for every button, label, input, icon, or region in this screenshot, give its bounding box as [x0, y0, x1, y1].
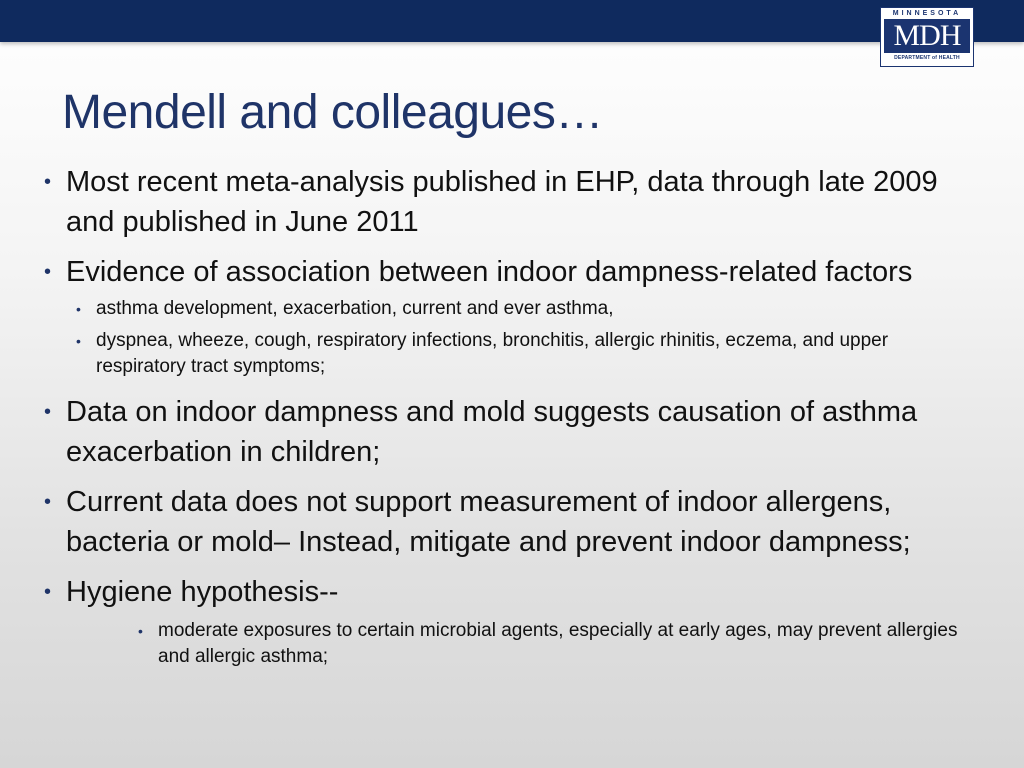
bullet-icon: •: [44, 491, 52, 513]
bullet-text: Most recent meta-analysis published in EHP, data through late 2009 and published in June 2011: [66, 166, 938, 238]
logo-department-text: DEPARTMENT of HEALTH: [894, 55, 960, 61]
sub-bullet-icon: •: [76, 301, 81, 317]
sub-bullet-icon: •: [138, 623, 143, 639]
bullet-icon: •: [44, 401, 52, 423]
logo-state-text: MINNESOTA: [892, 10, 962, 17]
bullet-item: [40, 162, 975, 242]
sub-bullet-item: [70, 296, 975, 322]
bullet-item: [40, 482, 975, 562]
slide-title: Mendell and colleagues…: [62, 86, 603, 139]
sub-bullet-text: asthma development, exacerbation, current and ever asthma,: [96, 298, 614, 319]
sub-bullet-list: [40, 618, 975, 670]
sub-bullet-item: [70, 328, 975, 380]
bullet-text: Hygiene hypothesis--: [66, 576, 339, 608]
logo-mark-text: MDH: [884, 19, 970, 53]
mdh-logo: [880, 7, 974, 67]
bullet-text: Evidence of association between indoor dampness-related factors: [66, 256, 913, 288]
header-band: [0, 0, 1024, 42]
sub-bullet-text: moderate exposures to certain microbial agents, especially at early ages, may prevent allergies and allergic asthma;: [158, 620, 958, 667]
bullet-item: [40, 252, 975, 292]
sub-bullet-text: dyspnea, wheeze, cough, respiratory infections, bronchitis, allergic rhinitis, eczema, and upper respiratory tract symptoms;: [96, 330, 889, 377]
bullet-text: Current data does not support measurement of indoor allergens, bacteria or mold– Instead, mitigate and prevent indoor dampness;: [66, 486, 911, 558]
bullet-item: [40, 392, 975, 472]
sub-bullet-item: [132, 618, 975, 670]
sub-bullet-icon: •: [76, 333, 81, 349]
bullet-text: Data on indoor dampness and mold suggests causation of asthma exacerbation in children;: [66, 396, 918, 468]
bullet-icon: •: [44, 171, 52, 193]
bullet-icon: •: [44, 581, 52, 603]
sub-bullet-list: [40, 296, 975, 380]
bullet-icon: •: [44, 261, 52, 283]
bullet-list: [40, 162, 975, 682]
bullet-item: [40, 572, 975, 612]
